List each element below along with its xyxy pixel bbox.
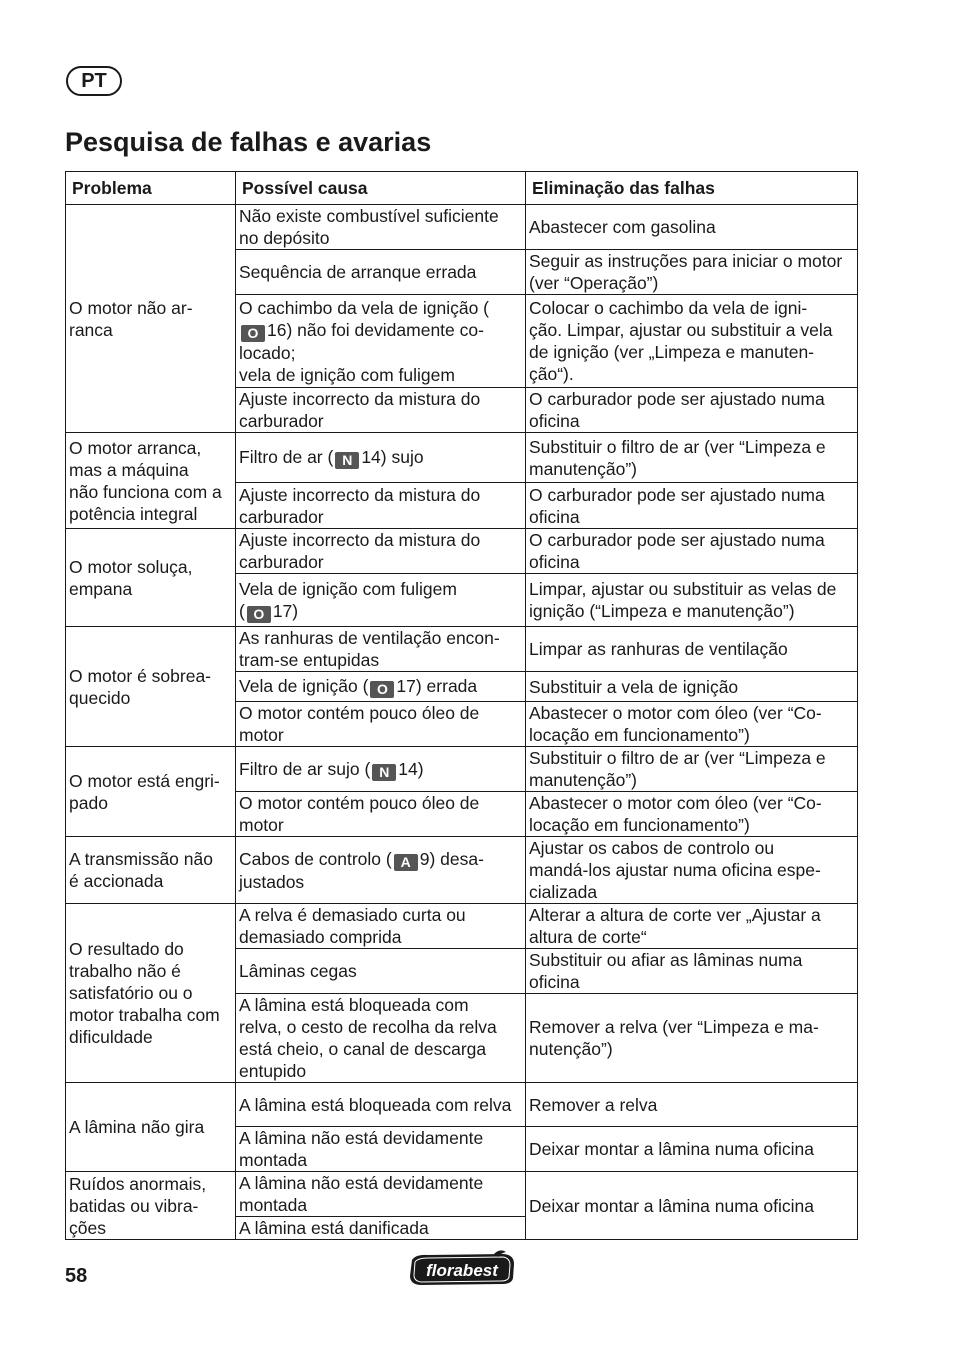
- cause-cell: A lâmina está bloqueada com relva: [236, 1083, 526, 1127]
- cause-cell: A lâmina está bloqueada com relva, o cesto de recolha da relva está cheio, o canal de descarga entupido: [236, 994, 526, 1083]
- remedy-cell: Substituir ou afiar as lâminas numa oficina: [526, 949, 858, 994]
- cause-cell: Ajuste incorrecto da mistura do carburador: [236, 388, 526, 433]
- cause-cell: [236, 574, 526, 627]
- remedy-cell: Deixar montar a lâmina numa oficina: [526, 1127, 858, 1172]
- problem-cell: A transmissão não é accionada: [66, 837, 236, 904]
- cause-cell: Ajuste incorrecto da mistura do carburador: [236, 483, 526, 529]
- language-badge: PT: [66, 66, 122, 96]
- cause-cell: [236, 837, 526, 904]
- cause-cell: Lâminas cegas: [236, 949, 526, 994]
- part-badge-icon: N: [372, 764, 396, 781]
- page-number: 58: [65, 1265, 88, 1287]
- table-row: [66, 837, 858, 904]
- problem-cell: O motor soluça, empana: [66, 529, 236, 627]
- remedy-cell: Remover a relva: [526, 1083, 858, 1127]
- remedy-cell: Limpar, ajustar ou substituir as velas de ignição (“Limpeza e manutenção”): [526, 574, 858, 627]
- part-badge-icon: O: [241, 325, 265, 342]
- table-row: [66, 433, 858, 483]
- cause-cell: [236, 433, 526, 483]
- problem-cell: O motor está engri- pado: [66, 747, 236, 837]
- problem-cell: O resultado do trabalho não é satisfatório ou o motor trabalha com dificuldade: [66, 904, 236, 1083]
- remedy-cell: Colocar o cachimbo da vela de igni- ção. Limpar, ajustar ou substituir a vela de ignição (ver „Limpeza e manuten- ção“).: [526, 295, 858, 388]
- table-row: [66, 1083, 858, 1127]
- table-row: [66, 529, 858, 574]
- cause-cell: Sequência de arranque errada: [236, 250, 526, 295]
- cause-cell: A lâmina está danificada: [236, 1217, 526, 1240]
- cause-text: 14) sujo: [361, 447, 424, 467]
- cause-text: Filtro de ar sujo (: [239, 758, 371, 779]
- problem-cell: O motor arranca, mas a máquina não funciona com a potência integral: [66, 433, 236, 529]
- cause-text: Filtro de ar (: [239, 447, 334, 467]
- remedy-cell: Seguir as instruções para iniciar o motor (ver “Operação”): [526, 250, 858, 295]
- table-row: [66, 205, 858, 250]
- remedy-cell: Alterar a altura de corte ver „Ajustar a altura de corte“: [526, 904, 858, 949]
- cause-cell: A lâmina não está devidamente montada: [236, 1172, 526, 1217]
- cause-text: 16) não foi devidamente co- locado; vela de ignição com fuligem: [239, 319, 484, 385]
- remedy-cell: Substituir a vela de ignição: [526, 672, 858, 702]
- table-row: [66, 747, 858, 792]
- part-badge-icon: N: [335, 452, 359, 469]
- cause-cell: [236, 672, 526, 702]
- remedy-cell: O carburador pode ser ajustado numa oficina: [526, 483, 858, 529]
- part-badge-icon: A: [394, 854, 418, 871]
- cause-text: 14): [398, 758, 424, 779]
- table-header-row: [66, 172, 858, 205]
- florabest-logo: [406, 1250, 518, 1288]
- cause-text: 17): [272, 600, 299, 621]
- remedy-cell: Abastecer o motor com óleo (ver “Co- locação em funcionamento”): [526, 792, 858, 837]
- problem-cell: Ruídos anormais, batidas ou vibra- ções: [66, 1172, 236, 1240]
- remedy-cell: Substituir o filtro de ar (ver “Limpeza e manutenção”): [526, 747, 858, 792]
- cause-text: 9) desa- justados: [239, 848, 484, 892]
- header-problem: Problema: [66, 172, 236, 205]
- table-row: [66, 627, 858, 672]
- remedy-cell: O carburador pode ser ajustado numa oficina: [526, 388, 858, 433]
- page-title: Pesquisa de falhas e avarias: [65, 127, 432, 157]
- header-remedy: Eliminação das falhas: [526, 172, 858, 205]
- troubleshooting-table: [65, 171, 858, 1240]
- cause-text: Cabos de controlo (: [239, 848, 392, 869]
- part-badge-icon: O: [247, 606, 271, 623]
- cause-cell: A relva é demasiado curta ou demasiado comprida: [236, 904, 526, 949]
- table-row: [66, 904, 858, 949]
- remedy-cell: Abastecer com gasolina: [526, 205, 858, 250]
- cause-text: Vela de ignição (: [239, 676, 369, 696]
- header-cause: Possível causa: [236, 172, 526, 205]
- cause-cell: O motor contém pouco óleo de motor: [236, 702, 526, 747]
- cause-cell: O motor contém pouco óleo de motor: [236, 792, 526, 837]
- problem-cell: O motor não ar- ranca: [66, 205, 236, 433]
- cause-text: Vela de ignição com fuligem (: [239, 578, 457, 621]
- remedy-cell: Limpar as ranhuras de ventilação: [526, 627, 858, 672]
- cause-cell: As ranhuras de ventilação encon- tram-se entupidas: [236, 627, 526, 672]
- logo-text: florabest: [426, 1261, 498, 1280]
- cause-cell: Ajuste incorrecto da mistura do carburador: [236, 529, 526, 574]
- remedy-cell: Abastecer o motor com óleo (ver “Co- locação em funcionamento”): [526, 702, 858, 747]
- remedy-cell: Remover a relva (ver “Limpeza e ma- nutenção”): [526, 994, 858, 1083]
- table-row: [66, 1172, 858, 1217]
- cause-cell: [236, 295, 526, 388]
- remedy-cell: Deixar montar a lâmina numa oficina: [526, 1172, 858, 1240]
- part-badge-icon: O: [370, 681, 394, 698]
- remedy-cell: Ajustar os cabos de controlo ou mandá-los ajustar numa oficina espe- cializada: [526, 837, 858, 904]
- problem-cell: O motor é sobrea- quecido: [66, 627, 236, 747]
- remedy-cell: Substituir o filtro de ar (ver “Limpeza e manutenção”): [526, 433, 858, 483]
- cause-cell: [236, 747, 526, 792]
- cause-text: O cachimbo da vela de ignição (: [239, 297, 489, 318]
- remedy-cell: O carburador pode ser ajustado numa oficina: [526, 529, 858, 574]
- problem-cell: A lâmina não gira: [66, 1083, 236, 1172]
- cause-cell: Não existe combustível suficiente no depósito: [236, 205, 526, 250]
- cause-cell: A lâmina não está devidamente montada: [236, 1127, 526, 1172]
- cause-text: 17) errada: [396, 676, 478, 696]
